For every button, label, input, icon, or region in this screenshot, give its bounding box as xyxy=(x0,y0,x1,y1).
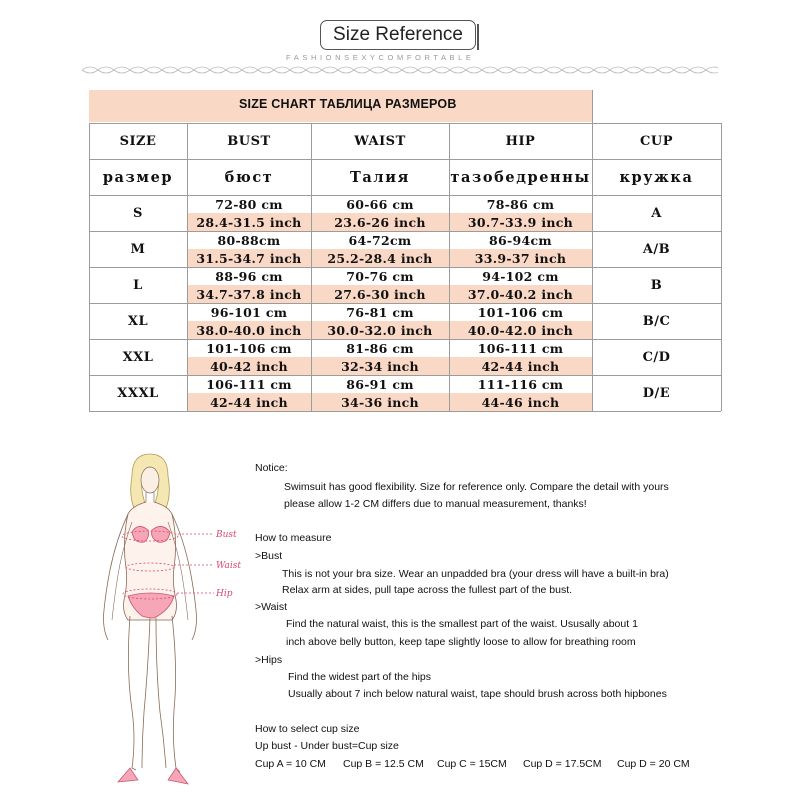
hips-line-1: Find the widest part of the hips xyxy=(288,671,431,683)
size-label: S xyxy=(133,205,143,221)
size-reference-text: Size Reference xyxy=(333,24,463,45)
bust-cm: 88-96 cm xyxy=(215,268,283,284)
hip-cm: 78-86 cm xyxy=(486,196,555,212)
hip-inch: 37.0-40.2 inch xyxy=(467,286,574,302)
figure-label-bust: Bust xyxy=(216,530,237,540)
hips-line-2: Usually about 7 inch below natural waist, tape should brush across both hipbones xyxy=(288,688,667,700)
header-bust: BUST xyxy=(227,133,271,149)
cup-size: C/D xyxy=(642,349,671,365)
hip-cm: 86-94cm xyxy=(489,232,552,248)
waist-heading: >Waist xyxy=(255,601,287,613)
hip-inch: 33.9-37 inch xyxy=(474,250,567,266)
size-label: L xyxy=(133,277,143,293)
waist-cm: 70-76 cm xyxy=(346,268,414,284)
cup-size: A/B xyxy=(642,241,671,257)
notice-heading: Notice: xyxy=(255,462,288,474)
wavy-divider xyxy=(82,62,718,78)
waist-cm: 76-81 cm xyxy=(346,304,414,320)
bust-inch: 38.0-40.0 inch xyxy=(196,322,302,338)
hip-cm: 106-111 cm xyxy=(477,340,564,356)
cup-heading: How to select cup size xyxy=(255,723,360,735)
hip-inch: 30.7-33.9 inch xyxy=(467,214,574,230)
grid-vline xyxy=(721,123,722,411)
bust-cm: 72-80 cm xyxy=(215,196,283,212)
bust-cm: 101-106 cm xyxy=(206,340,292,356)
cup-item-a: Cup A = 10 CM xyxy=(255,758,326,770)
header-ru-bust: бюст xyxy=(224,168,274,186)
chart-title: SIZE CHART ТАБЛИЦА РАЗМЕРОВ xyxy=(239,97,457,111)
size-chart-table xyxy=(89,90,721,420)
cup-size: D/E xyxy=(642,385,671,401)
waist-inch: 27.6-30 inch xyxy=(334,286,426,302)
grid-hline xyxy=(89,411,721,412)
waist-inch: 23.6-26 inch xyxy=(334,214,426,230)
hip-inch: 42-44 inch xyxy=(481,358,560,374)
bust-cm: 106-111 cm xyxy=(206,376,292,392)
size-reference-title xyxy=(320,20,476,50)
waist-inch: 30.0-32.0 inch xyxy=(327,322,433,338)
waist-cm: 64-72cm xyxy=(348,232,412,248)
size-label: XL xyxy=(127,313,149,329)
cup-size: A xyxy=(651,205,662,221)
waist-inch: 25.2-28.4 inch xyxy=(327,250,433,266)
header-cup: CUP xyxy=(640,133,673,149)
waist-cm: 81-86 cm xyxy=(346,340,414,356)
header-ru-size: размер xyxy=(102,168,174,186)
bust-inch: 42-44 inch xyxy=(210,394,288,410)
cup-size: B xyxy=(650,277,663,293)
bust-inch: 40-42 inch xyxy=(210,358,288,374)
figure-label-hip: Hip xyxy=(216,589,233,599)
bust-inch: 28.4-31.5 inch xyxy=(196,214,302,230)
waist-inch: 32-34 inch xyxy=(341,358,419,374)
header-hip: HIP xyxy=(505,133,536,149)
bust-cm: 96-101 cm xyxy=(210,304,288,320)
hip-cm: 94-102 cm xyxy=(482,268,559,284)
bust-heading: >Bust xyxy=(255,550,283,562)
header-waist: WAIST xyxy=(354,133,406,149)
size-label: XXL xyxy=(122,349,154,365)
bust-cm: 80-88cm xyxy=(217,232,281,248)
waist-line-1: Find the natural waist, this is the smallest part of the waist. Ususally about 1 xyxy=(286,618,638,630)
grid-vline xyxy=(592,90,593,123)
bust-inch: 34.7-37.8 inch xyxy=(196,286,302,302)
header-size: SIZE xyxy=(119,133,157,149)
waist-inch: 34-36 inch xyxy=(341,394,419,410)
bust-inch: 31.5-34.7 inch xyxy=(196,250,302,266)
cup-size: B/C xyxy=(642,313,671,329)
cup-item-d2: Cup D = 20 CM xyxy=(617,758,690,770)
hip-cm: 111-116 cm xyxy=(477,376,564,392)
size-label: XXXL xyxy=(117,385,159,401)
body-figure-illustration xyxy=(92,450,242,790)
waist-cm: 60-66 cm xyxy=(346,196,414,212)
notice-line-1: Swimsuit has good flexibility. Size for reference only. Compare the detail with yours xyxy=(284,481,669,493)
size-label: M xyxy=(130,241,146,257)
cup-item-c: Cup C = 15CM xyxy=(437,758,507,770)
hip-inch: 44-46 inch xyxy=(481,394,560,410)
waist-line-2: inch above belly button, keep tape slightly loose to allow for breathing room xyxy=(286,636,636,648)
bust-line-2: Relax arm at sides, pull tape across the fullest part of the bust. xyxy=(282,584,573,596)
cup-item-b: Cup B = 12.5 CM xyxy=(343,758,424,770)
bust-line-1: This is not your bra size. Wear an unpadded bra (your dress will have a built-in bra) xyxy=(282,568,669,580)
cup-item-d1: Cup D = 17.5CM xyxy=(523,758,602,770)
notice-line-2: please allow 1-2 CM differs due to manual measurement, thanks! xyxy=(284,498,587,510)
header-ru-hip: тазобедренны xyxy=(450,168,591,186)
hips-heading: >Hips xyxy=(255,654,283,666)
hip-cm: 101-106 cm xyxy=(477,304,564,320)
waist-cm: 86-91 cm xyxy=(346,376,414,392)
cup-formula: Up bust - Under bust=Cup size xyxy=(255,740,399,752)
hip-inch: 40.0-42.0 inch xyxy=(467,322,574,338)
measure-heading: How to measure xyxy=(255,532,332,544)
header-ru-waist: Талия xyxy=(350,168,410,186)
figure-label-waist: Waist xyxy=(216,561,241,571)
fashion-subtitle: FASHIONSEXYCOMFORTABLE xyxy=(286,53,475,62)
header-ru-cup: кружка xyxy=(619,168,694,186)
